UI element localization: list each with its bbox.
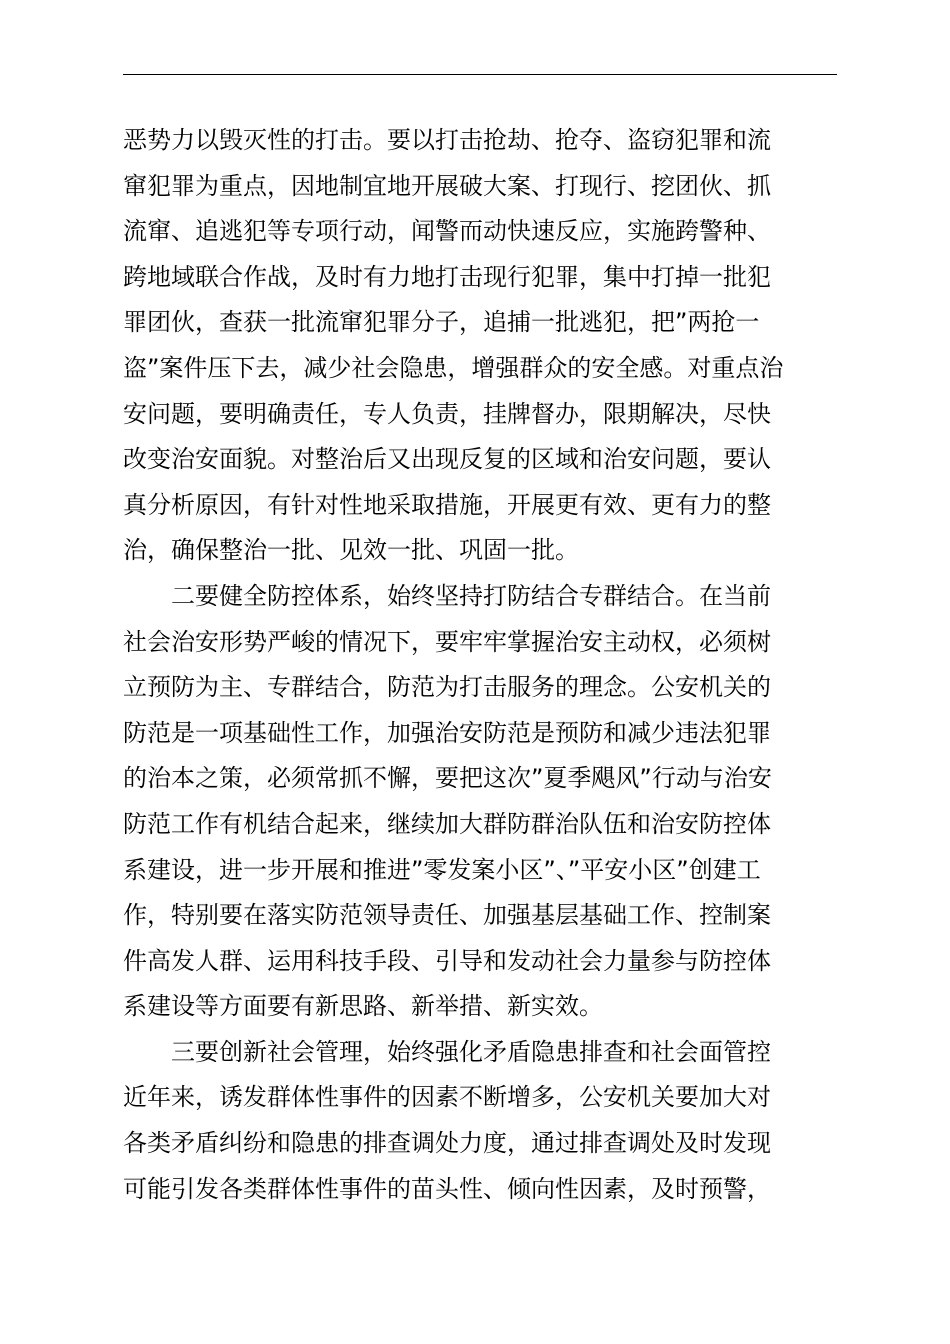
text-line: 件高发人群、运用科技手段、引导和发动社会力量参与防控体: [123, 946, 771, 975]
text-line: 窜犯罪为重点，因地制宜地开展破大案、打现行、挖团伙、抓: [123, 171, 771, 200]
text-line: 系建设，进一步开展和推进”零发案小区”、”平安小区”创建工: [123, 855, 761, 884]
text-line: 罪团伙，查获一批流窜犯罪分子，追捕一批逃犯，把”两抢一: [123, 308, 760, 337]
body-text: [123, 118, 843, 1212]
text-line: 治，确保整治一批、见效一批、巩固一批。: [123, 536, 579, 565]
text-line: 可能引发各类群体性事件的苗头性、倾向性因素，及时预警，: [123, 1174, 771, 1203]
text-line: 立预防为主、专群结合，防范为打击服务的理念。公安机关的: [123, 673, 771, 702]
header-rule: [123, 74, 837, 75]
text-line: 改变治安面貌。对整治后又出现反复的区域和治安问题，要认: [123, 445, 771, 474]
text-line: 流窜、追逃犯等专项行动，闻警而动快速反应，实施跨警种、: [123, 217, 771, 246]
text-line: 各类矛盾纠纷和隐患的排查调处力度，通过排查调处及时发现: [123, 1129, 771, 1158]
text-line: 系建设等方面要有新思路、新举措、新实效。: [123, 992, 603, 1021]
text-line: 作，特别要在落实防范领导责任、加强基层基础工作、控制案: [123, 901, 771, 930]
text-line: 防范是一项基础性工作，加强治安防范是预防和减少违法犯罪: [123, 718, 771, 747]
text-line: 社会治安形势严峻的情况下，要牢牢掌握治安主动权，必须树: [123, 627, 771, 656]
text-line: 防范工作有机结合起来，继续加大群防群治队伍和治安防控体: [123, 809, 771, 838]
text-line: 盗”案件压下去，减少社会隐患，增强群众的安全感。对重点治: [123, 353, 784, 382]
text-line: 安问题，要明确责任，专人负责，挂牌督办，限期解决，尽快: [123, 399, 771, 428]
text-line: 恶势力以毁灭性的打击。要以打击抢劫、抢夺、盗窃犯罪和流: [123, 126, 771, 154]
text-line: 近年来，诱发群体性事件的因素不断增多，公安机关要加大对: [123, 1083, 771, 1112]
text-line: 二要健全防控体系，始终坚持打防结合专群结合。在当前: [123, 581, 771, 610]
text-line: 真分析原因，有针对性地采取措施，开展更有效、更有力的整: [123, 490, 771, 519]
text-line: 三要创新社会管理，始终强化矛盾隐患排查和社会面管控: [123, 1037, 771, 1066]
text-line: 跨地域联合作战，及时有力地打击现行犯罪，集中打掉一批犯: [123, 262, 771, 291]
text-line: 的治本之策，必须常抓不懈，要把这次”夏季飓风”行动与治安: [123, 764, 772, 793]
